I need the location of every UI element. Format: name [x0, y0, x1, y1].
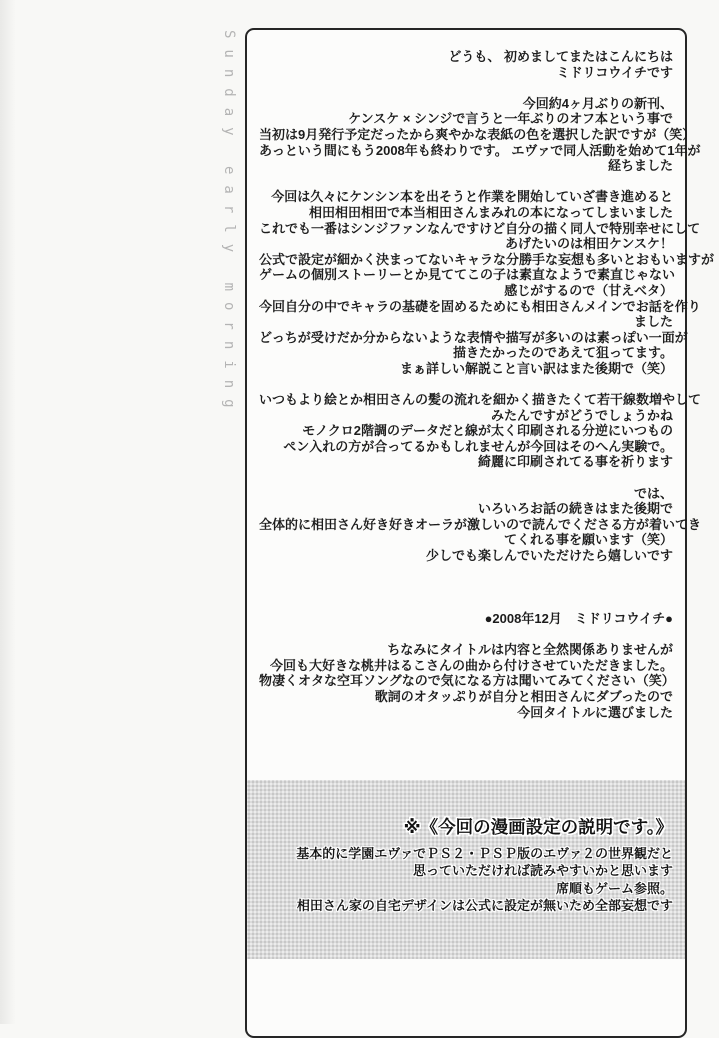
afterword-panel — [245, 28, 715, 1038]
text-line: 今回も大好きな桃井はるこさんの曲から付けさせていただきました。 — [269, 657, 673, 673]
text-line: ゲームの個別ストーリーとか見ててこの子は素直なようで素直じゃない — [259, 267, 676, 283]
text-line — [259, 376, 673, 392]
text-line: モノクロ2階調のデータだと線が太く印刷される分逆にいつもの — [302, 423, 673, 439]
text-line: 感じがするので（甘えベタ） — [504, 282, 673, 298]
text-line: あげたいのは相田ケンスケ！ — [505, 236, 673, 252]
text-line — [259, 470, 673, 486]
text-line: まぁ詳しい解説こと言い訳はまた後期で（笑） — [399, 360, 673, 376]
text-line: ペン入れの方が合ってるかもしれませんが今回はそのへん実験で。 — [283, 438, 673, 454]
text-line: 描きたかったのであえて狙ってます。 — [453, 345, 673, 361]
text-line: ました — [633, 314, 673, 330]
text-line: では、 — [633, 485, 673, 501]
text-line: 当初は9月発行予定だったから爽やかな表紙の色を選択した訳ですが（笑） — [259, 126, 696, 142]
note-line: 席順もゲーム参照。 — [555, 880, 673, 896]
text-line: みたんですがどうでしょうかね — [490, 407, 673, 423]
note-lines — [259, 845, 673, 915]
text-line: これでも一番はシンジファンなんですけど自分の描く同人で特別幸せにして — [259, 220, 701, 236]
text-line: どっちが受けだか分からないような表情や描写が多いのは素っぽい一面が — [259, 329, 688, 345]
text-line: いろいろお話の続きはまた後期で — [477, 501, 673, 517]
note-line: 相田さん家の自宅デザインは公式に設定が無いため全部妄想です — [296, 898, 673, 914]
scan-edge-shade — [0, 0, 16, 1024]
note-box — [247, 780, 685, 959]
text-line: 経ちました — [607, 158, 673, 174]
text-line: 歌詞のオタッぷりが自分と相田さんにダブったので — [374, 688, 673, 704]
afterword-letter — [247, 30, 715, 564]
text-line: 今回は久々にケンシン本を出そうと作業を開始していざ書き進めると — [271, 189, 673, 205]
text-line: 今回約4ヶ月ぶりの新刊、 — [522, 95, 673, 111]
text-line: 物凄くオタな空耳ソングなので気になる方は聞いてみてください（笑） — [259, 673, 675, 689]
text-line: ミドリコウイチです — [556, 64, 673, 80]
text-line: あっという間にもう2008年も終わりです。 エヴァで同人活動を始めて1年が — [259, 142, 701, 158]
text-line: 相田相田相田で本当相田さんまみれの本になってしまいました — [308, 204, 673, 220]
text-line: 全体的に相田さん好き好きオーラが激しいので読んでくださる方が着いてき — [259, 516, 702, 532]
text-line: ちなみにタイトルは内容と全然関係ありませんが — [387, 642, 673, 658]
text-line — [259, 174, 673, 190]
text-line: 公式で設定が細かく決まってないキャラな分勝手な妄想も多いとおもいますが — [259, 251, 715, 267]
text-line: 今回自分の中でキャラの基礎を固めるためにも相田さんメインでお話を作り — [259, 298, 701, 314]
text-line: ケンスケ × シンジで言うと一年ぶりのオフ本という事で — [348, 111, 673, 127]
signature-line: ●2008年12月 ミドリコウイチ● — [484, 610, 673, 626]
note-line: 思っていただければ読みやすいかと思います — [412, 863, 673, 879]
note-line: 基本的に学園エヴァでＰＳ２・ＰＳＰ版のエヴァ２の世界観だと — [296, 846, 673, 861]
text-line: いつもより絵とか相田さんの髪の流れを細かく描きたくて若干線数増やして — [259, 392, 702, 408]
text-line: てくれる事を願います（笑） — [503, 532, 673, 548]
text-line: 今回タイトルに選びました — [517, 704, 673, 720]
text-line: 少しでも楽しんでいただけたら嬉しいです — [425, 548, 673, 563]
side-caption: Sunday early morning — [221, 30, 237, 419]
note-heading: ※《今回の漫画設定の説明です。》 — [403, 817, 673, 837]
text-line — [259, 80, 673, 96]
postscript — [247, 642, 685, 720]
text-line: どうも、 初めましてまたはこんにちは — [448, 49, 673, 64]
text-line: 綺麗に印刷されてる事を祈ります — [477, 454, 673, 470]
